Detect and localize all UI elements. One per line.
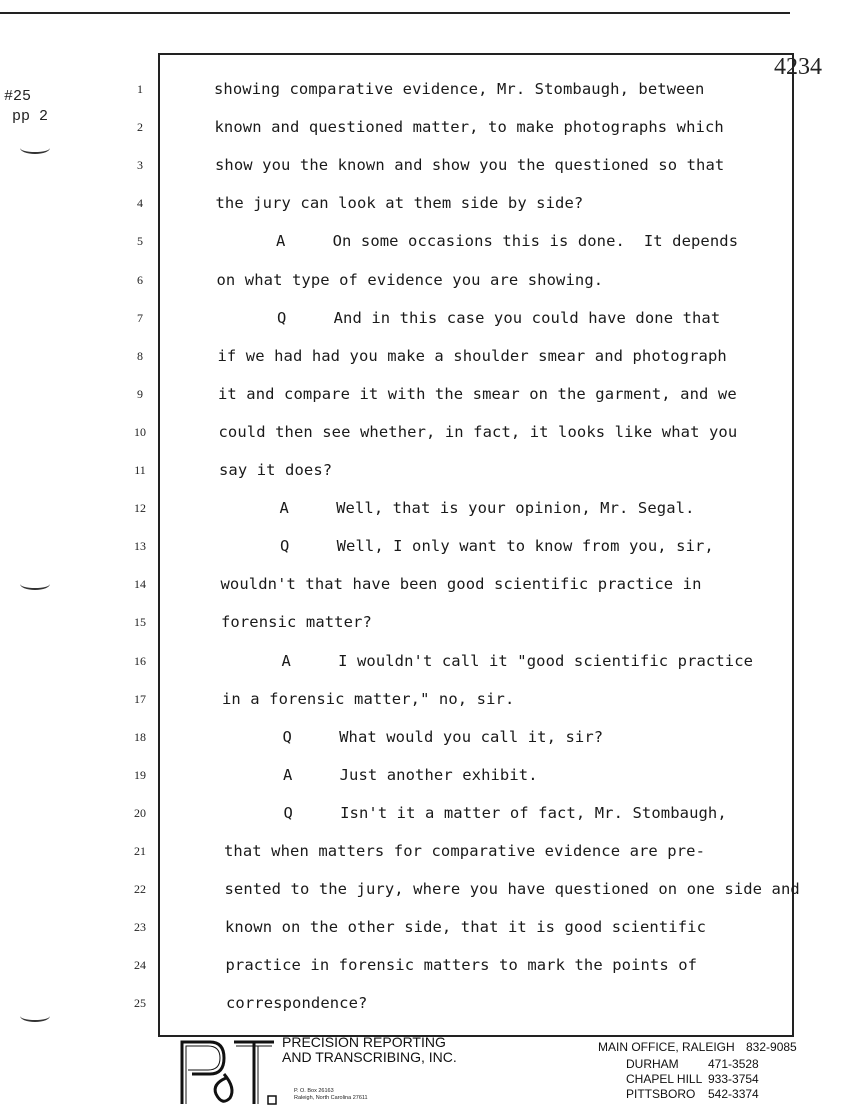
transcript-line: show you the known and show you the questioned so that (215, 156, 725, 175)
line-number: 3 (137, 158, 143, 173)
line-number: 22 (134, 882, 146, 897)
transcript-line: wouldn't that have been good scientific practice in (220, 575, 702, 594)
line-number: 1 (137, 82, 143, 96)
line-number: 23 (134, 920, 146, 935)
top-rule (0, 12, 790, 14)
transcript-line: Q And in this case you could have done that (277, 308, 721, 327)
transcript-line: on what type of evidence you are showing. (216, 270, 604, 289)
line-number: 24 (134, 958, 146, 973)
transcript-line: sented to the jury, where you have questioned on one side and (224, 880, 800, 899)
line-number: 7 (137, 310, 143, 325)
line-number: 25 (134, 996, 146, 1011)
line-number: 12 (134, 501, 146, 516)
office-phone: 542-3374 (708, 1087, 759, 1101)
transcript-line: say it does? (219, 461, 333, 479)
line-number: 8 (137, 348, 143, 363)
transcript-line: A I wouldn't call it "good scientific practice (281, 651, 754, 670)
office-name: MAIN OFFICE, RALEIGH (598, 1040, 735, 1054)
transcript-line: forensic matter? (221, 613, 372, 632)
company-name (282, 1035, 457, 1065)
transcript-line: in a forensic matter," no, sir. (222, 689, 515, 708)
margin-note-exhibit: #25 (4, 88, 32, 105)
transcript-line: correspondence? (226, 994, 368, 1013)
transcript-line: Q Well, I only want to know from you, sir, (280, 537, 714, 556)
transcript-line: showing comparative evidence, Mr. Stombaugh, between (214, 80, 705, 98)
transcript-line: Q What would you call it, sir? (282, 727, 604, 746)
transcript-line: A On some occasions this is done. It depends (276, 232, 739, 251)
line-number: 21 (134, 844, 146, 858)
punch-hole-mark (20, 578, 50, 590)
line-number: 17 (134, 691, 146, 706)
transcript-line: known and questioned matter, to make photographs which (214, 118, 724, 137)
line-number: 11 (134, 463, 146, 477)
line-number: 15 (134, 615, 146, 630)
line-number: 10 (134, 424, 146, 439)
margin-note-pages: pp 2 (12, 108, 49, 125)
line-number: 20 (134, 805, 146, 820)
address-city: Raleigh, North Carolina 27611 (294, 1095, 368, 1101)
line-number: 4 (137, 196, 143, 211)
transcript-line: could then see whether, in fact, it looks like what you (218, 422, 738, 441)
transcript-line: known on the other side, that it is good scientific (225, 918, 707, 937)
company-name-line2: AND TRANSCRIBING, INC. (282, 1049, 457, 1065)
transcript-line: if we had had you make a shoulder smear and photograph (217, 346, 727, 365)
address-po-box: P. O. Box 26163 (294, 1088, 334, 1094)
company-address (294, 1088, 368, 1102)
office-phone: 933-3754 (708, 1072, 759, 1086)
transcript-line: that when matters for comparative evidence are pre- (224, 842, 706, 860)
transcript-line: the jury can look at them side by side? (215, 194, 584, 213)
office-phone: 471-3528 (708, 1057, 759, 1071)
transcript-line: practice in forensic matters to mark the points of (225, 956, 698, 975)
line-number: 19 (134, 767, 146, 782)
transcript-line: A Well, that is your opinion, Mr. Segal. (279, 499, 695, 518)
office-name: PITTSBORO (626, 1087, 696, 1101)
transcript-line: Q Isn't it a matter of fact, Mr. Stombaugh, (283, 803, 727, 822)
company-logo (176, 1038, 278, 1106)
line-number: 6 (137, 272, 143, 287)
line-number: 13 (134, 539, 146, 554)
transcript-line: it and compare it with the smear on the garment, and we (218, 384, 737, 403)
line-number: 16 (134, 653, 146, 668)
line-number: 5 (137, 234, 143, 249)
line-number: 2 (137, 120, 143, 135)
punch-hole-mark (20, 142, 50, 154)
office-name: CHAPEL HILL (626, 1072, 703, 1086)
transcript-line: A Just another exhibit. (283, 765, 538, 784)
line-number: 14 (134, 577, 146, 592)
office-name: DURHAM (626, 1057, 679, 1071)
line-number: 18 (134, 729, 146, 744)
line-number: 9 (137, 386, 143, 401)
punch-hole-mark (20, 1010, 50, 1022)
page-number: 4234 (774, 54, 822, 80)
office-phone: 832-9085 (746, 1040, 797, 1054)
company-name-line1: PRECISION REPORTING (282, 1034, 446, 1050)
